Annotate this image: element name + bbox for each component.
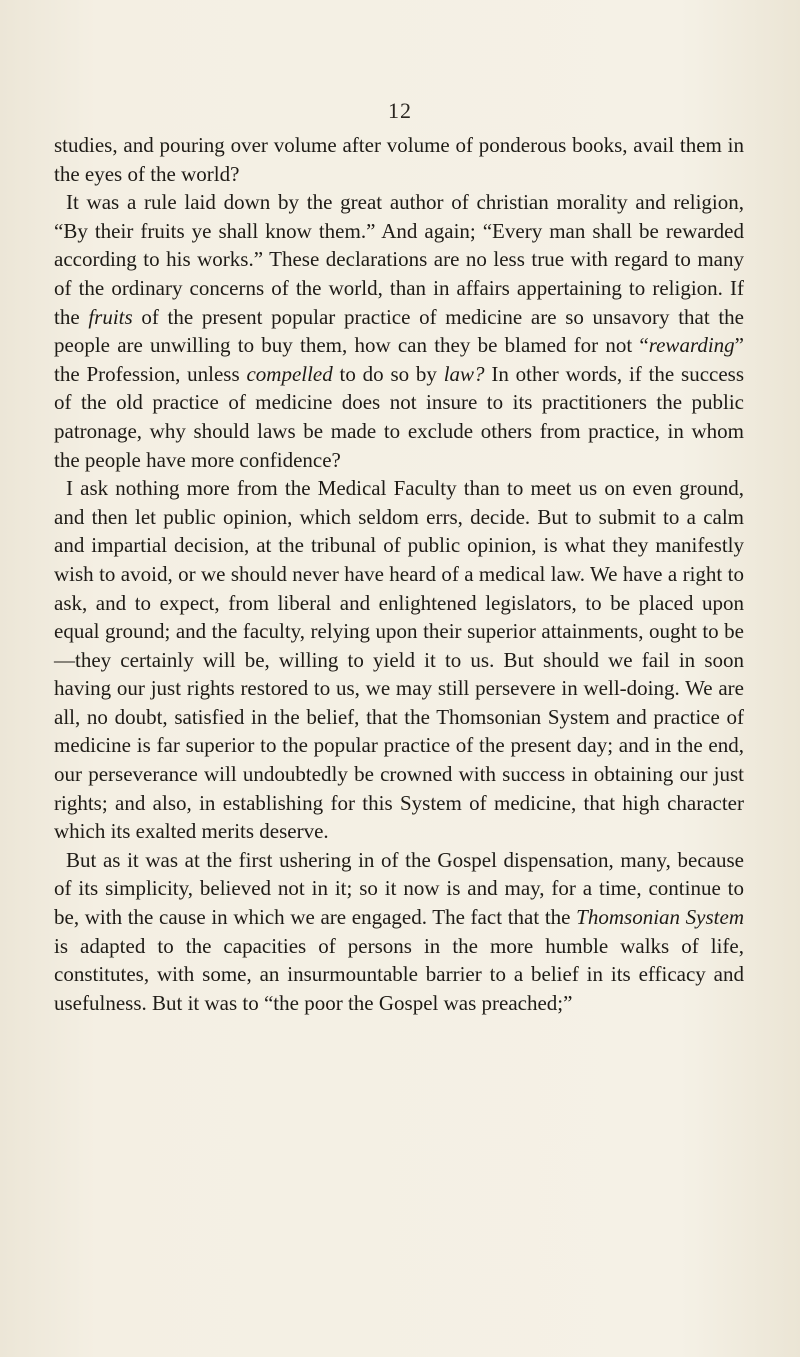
body-text xyxy=(54,131,744,1017)
italic-text: rewarding xyxy=(648,333,735,358)
paragraph-text: But as it was at the first ushering in of the Gospel dispensation, many, because of its simplicity, believed not in it; so it now is and may, for a time, continue to be, with the cause in which we are engaged. The fact that the xyxy=(54,847,744,930)
paragraph xyxy=(54,131,744,188)
paragraph-text: In other words, if the success of the old practice of medicine does not insure to its practitioners the public patronage, why should laws be made to exclude others from practice, in whom the people have more confidence? xyxy=(54,361,744,472)
italic-text: law? xyxy=(443,361,485,386)
italic-text: compelled xyxy=(246,361,333,386)
paragraph-text: ” the Profession, unless xyxy=(54,333,744,386)
paragraph-text: studies, and pouring over volume after volume of ponderous books, avail them in the eyes of the world? xyxy=(54,133,744,186)
paragraph xyxy=(54,846,744,1018)
paragraph-text: of the present popular practice of medicine are so unsavory that the people are unwilling to buy them, how can they be blamed for not “ xyxy=(54,304,745,358)
paragraph xyxy=(54,474,744,846)
paragraph-text: It was a rule laid down by the great author of christian morality and religion, “By their fruits ye shall know them.” And again; “Every man shall be rewarded according to his works.” These declarations are no less true with regard to many of the ordinary concerns of the world, than in affairs appertaining to religion. If the xyxy=(54,190,744,329)
italic-text: fruits xyxy=(88,304,133,329)
paragraph xyxy=(54,188,744,474)
paragraph-text: I ask nothing more from the Medical Faculty than to meet us on even ground, and then let public opinion, which seldom errs, decide. But to submit to a calm and impartial decision, at the tribunal of public opinion, is what they manifestly wish to avoid, or we should never have heard of a medical law. We have a right to ask, and to expect, from liberal and enlightened legislators, to be placed upon equal ground; and the faculty, relying upon their superior attainments, ought to be—they certainly will be, willing to yield it to us. But should we fail in soon having our just rights restored to us, we may still persevere in well-doing. We are all, no doubt, satisfied in the belief, that the Thomsonian System and practice of medicine is far superior to the popular practice of the present day; and in the end, our perseverance will undoubtedly be crowned with success in obtaining our just rights; and also, in establishing for this System of medicine, that high character which its exalted merits deserve. xyxy=(54,476,744,844)
page-number: 12 xyxy=(388,98,412,123)
paragraph-text: to do so by xyxy=(332,361,444,386)
paragraph-text: is adapted to the capacities of persons in the more humble walks of life, constitutes, with some, an insurmountable barrier to a belief in its efficacy and usefulness. But it was to “the poor the Gospel was preached;” xyxy=(54,933,744,1015)
italic-text: Thomsonian System xyxy=(576,905,744,930)
